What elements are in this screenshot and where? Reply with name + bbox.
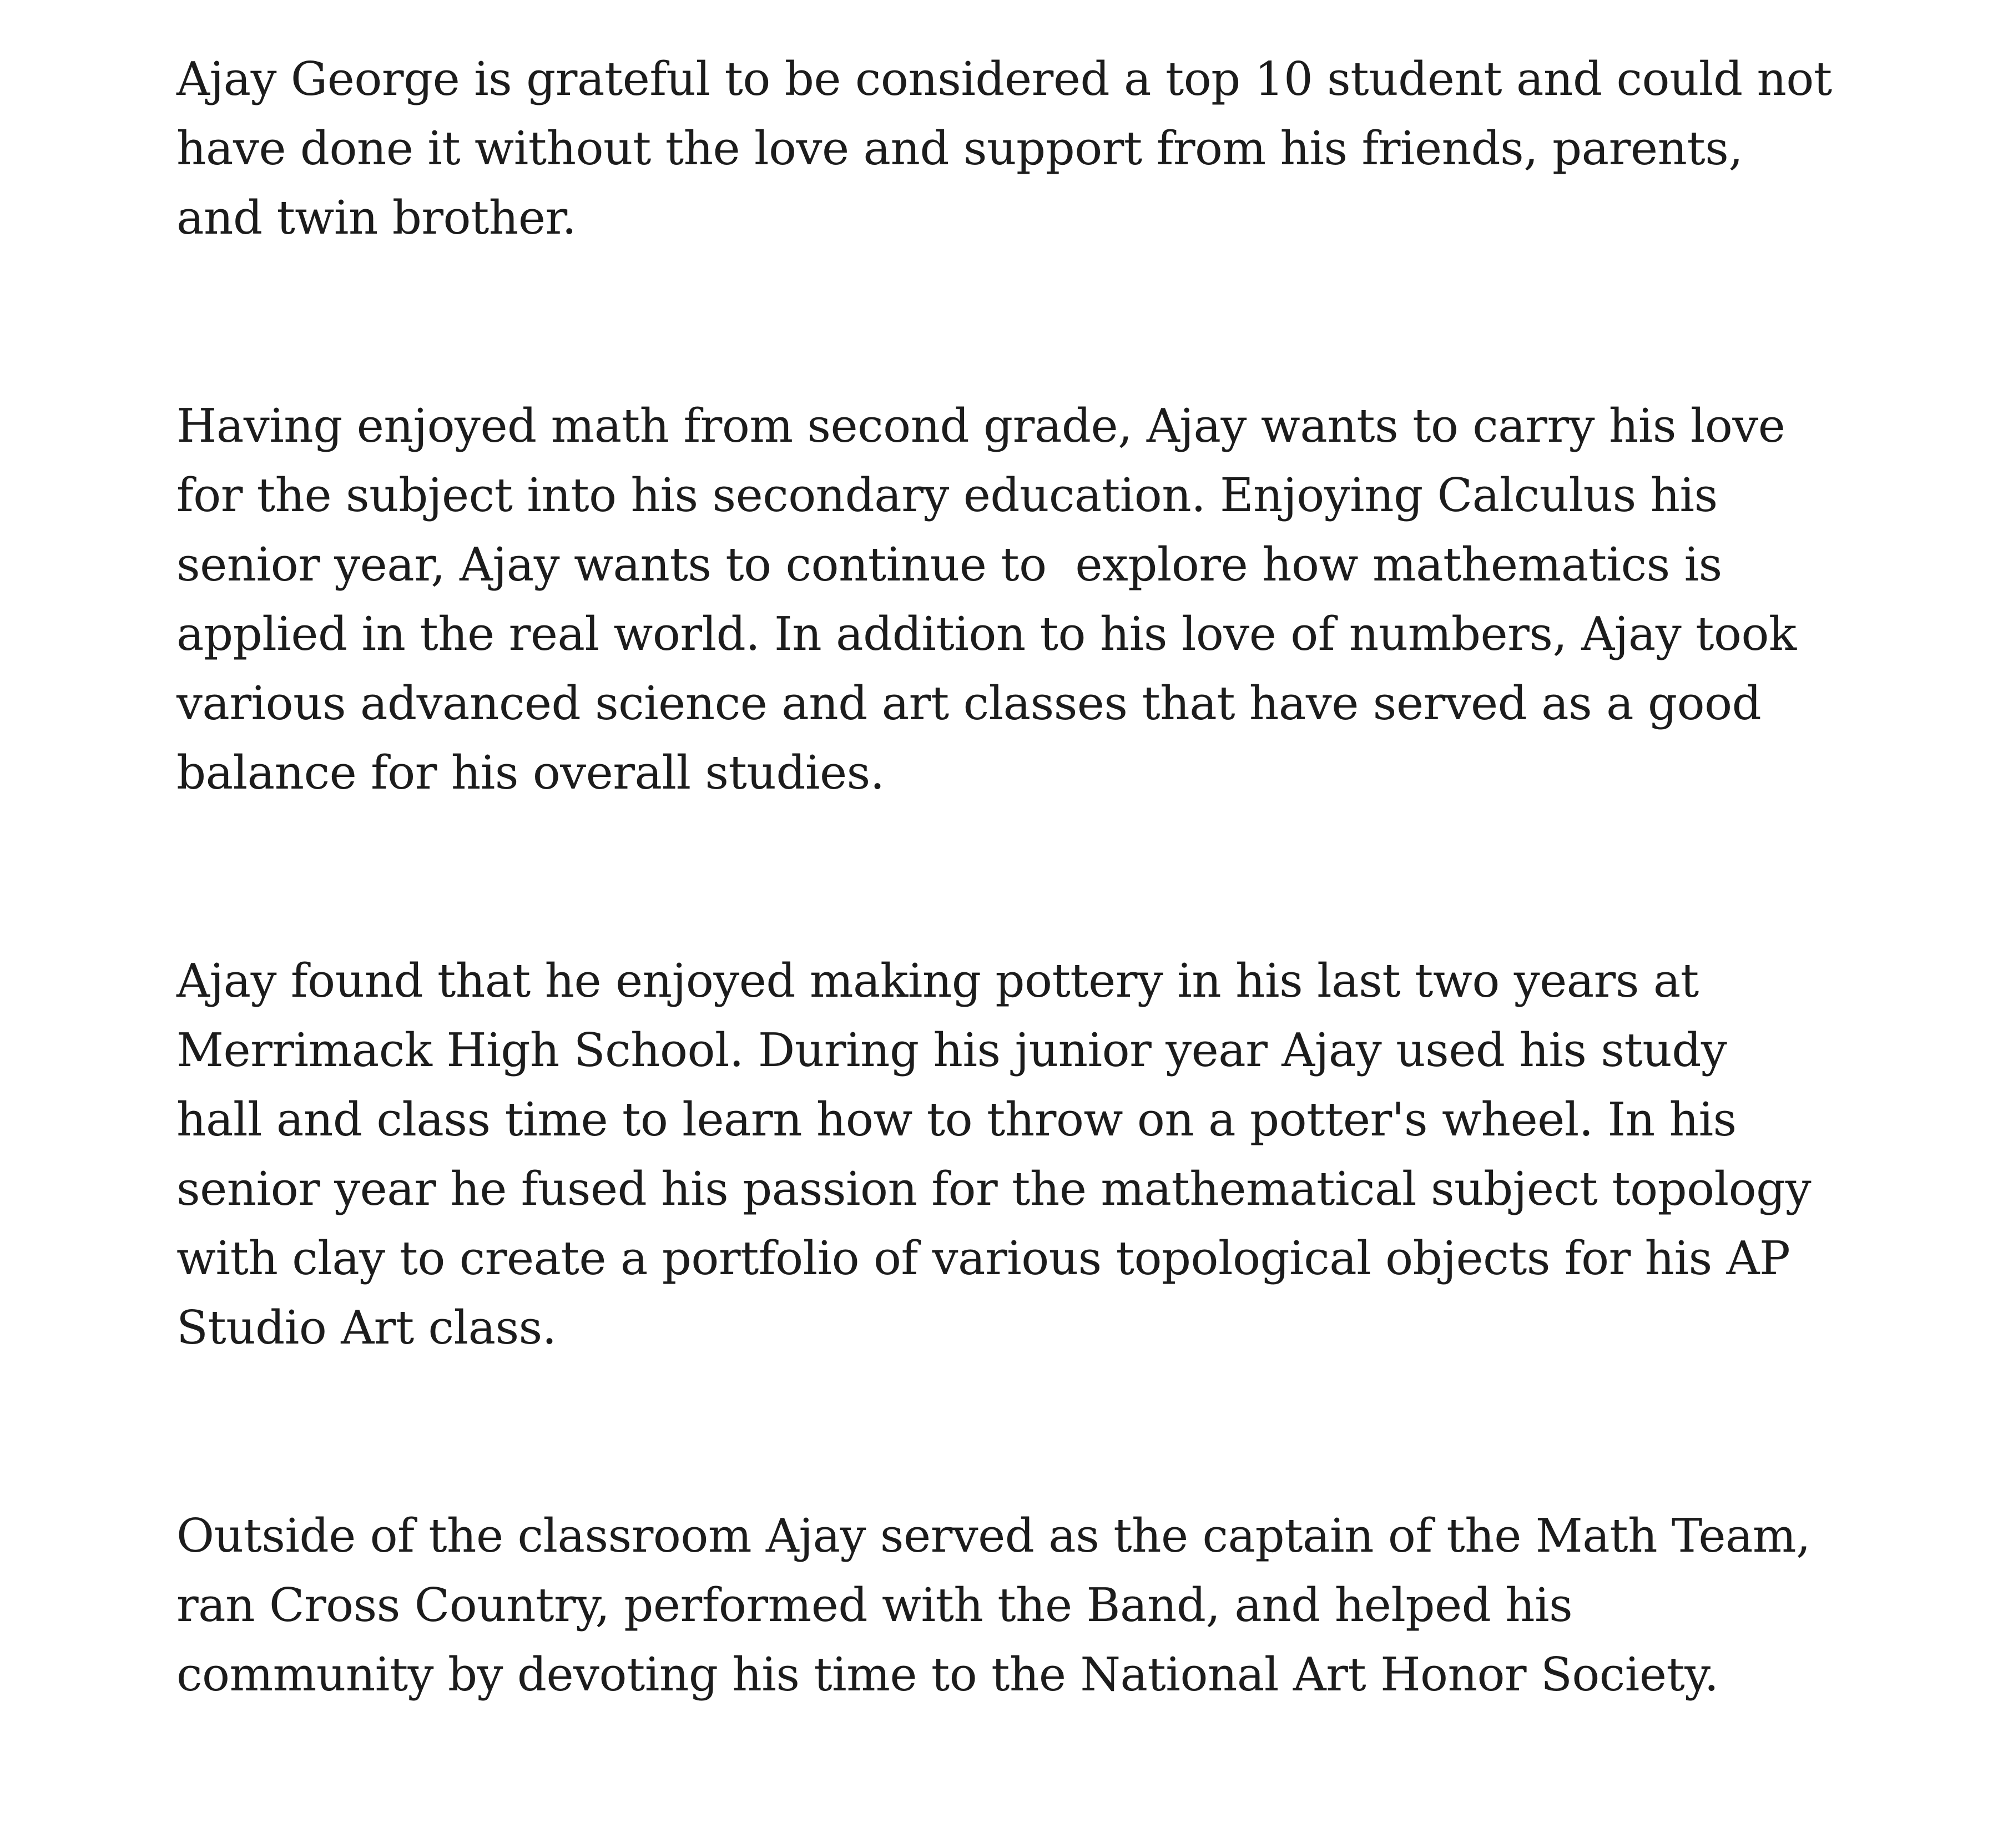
text-line: have done it without the love and support from his friends, parents, [176, 122, 1743, 175]
paragraph-activities [176, 1501, 1886, 1709]
document-page [176, 44, 1886, 1848]
text-line: Ajay found that he enjoyed making pottery in his last two years at [176, 954, 1699, 1008]
text-line: and twin brother. [176, 191, 577, 245]
text-line: senior year, Ajay wants to continue to explore how mathematics is [176, 538, 1722, 592]
text-line: Outside of the classroom Ajay served as the captain of the Math Team, [176, 1509, 1811, 1563]
text-line: Studio Art class. [176, 1301, 557, 1355]
text-line: applied in the real world. In addition to his love of numbers, Ajay took [176, 607, 1797, 661]
text-line: ran Cross Country, performed with the Band, and helped his [176, 1578, 1573, 1632]
text-line: various advanced science and art classes that have served as a good [176, 676, 1762, 730]
text-line: for the subject into his secondary education. Enjoying Calculus his [176, 468, 1718, 522]
text-line: hall and class time to learn how to throw on a potter's wheel. In his [176, 1093, 1737, 1147]
text-line: senior year he fused his passion for the mathematical subject topology [176, 1162, 1812, 1216]
paragraph-pottery [176, 946, 1886, 1362]
text-line: Merrimack High School. During his junior year Ajay used his study [176, 1023, 1727, 1077]
text-line: balance for his overall studies. [176, 746, 885, 800]
text-line: community by devoting his time to the National Art Honor Society. [176, 1648, 1719, 1701]
paragraph-intro [176, 44, 1886, 253]
paragraph-math [176, 391, 1886, 807]
text-line: with clay to create a portfolio of various topological objects for his AP [176, 1231, 1790, 1285]
text-line: Ajay George is grateful to be considered a top 10 student and could not [176, 52, 1832, 106]
text-line: Having enjoyed math from second grade, Ajay wants to carry his love [176, 399, 1785, 453]
